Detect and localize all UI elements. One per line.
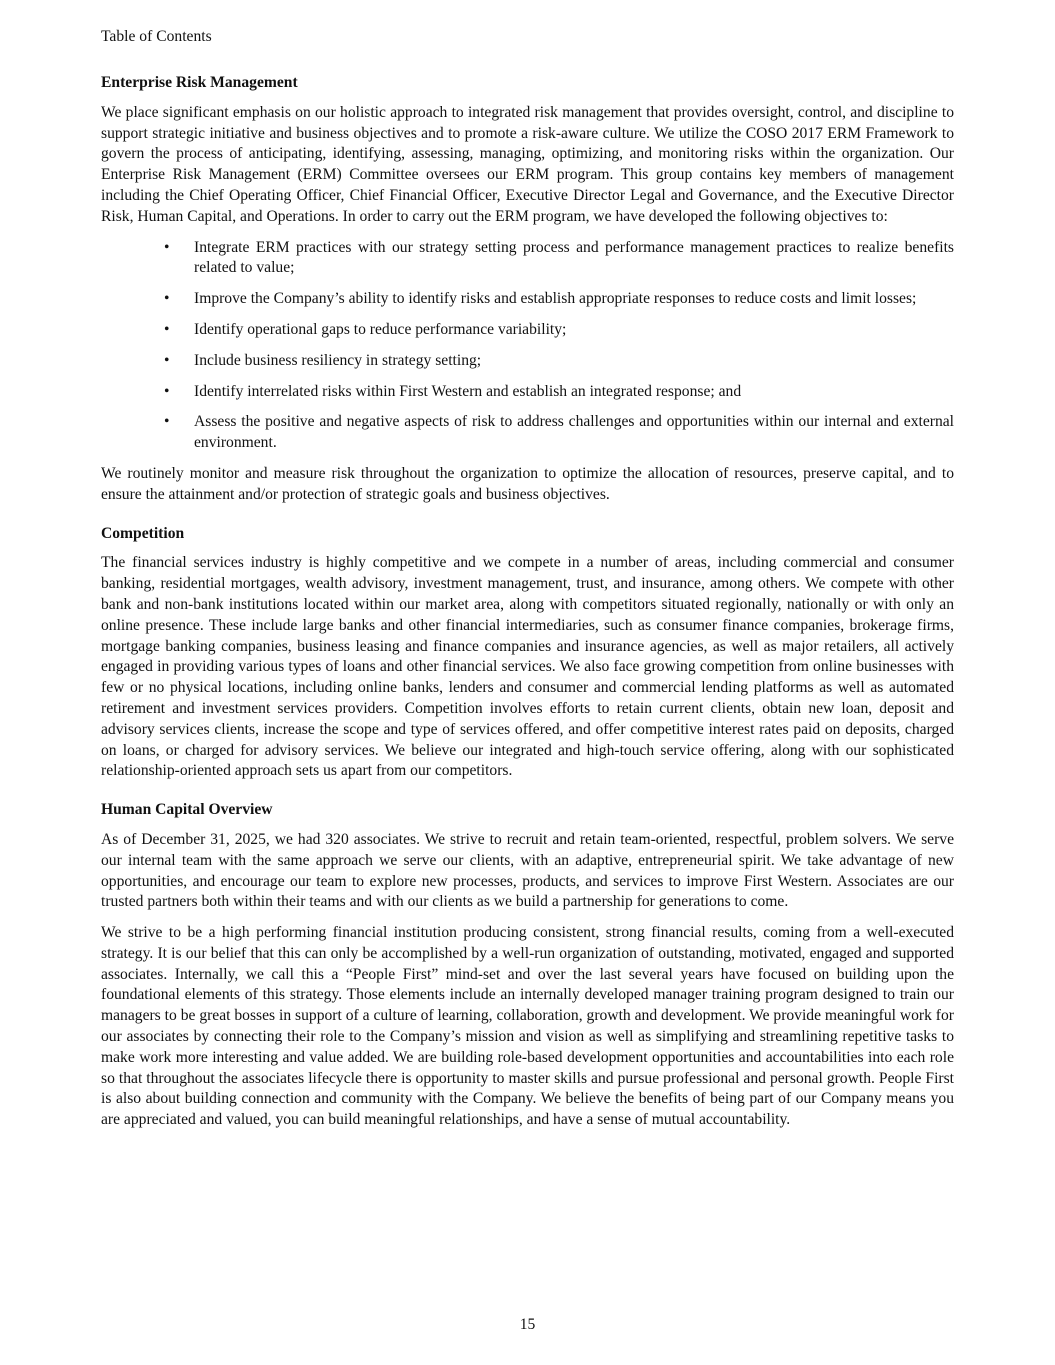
section-spacer [101, 792, 954, 800]
section-enterprise-risk-management [101, 73, 954, 506]
erm-intro-paragraph: We place significant emphasis on our holistic approach to integrated risk management that provides oversight, control, and discipline to support strategic initiative and business objectives and to promote a risk-aware culture. We utilize the COSO 2017 ERM Framework to govern the process of anticipating, identifying, assessing, managing, optimizing, and monitoring risks within the organization. Our Enterprise Risk Management (ERM) Committee oversees our ERM program. This group contains key members of management including the Chief Operating Officer, Chief Financial Officer, Executive Director Legal and Governance, and the Executive Director Risk, Human Capital, and Operations. In order to carry out the ERM program, we have developed the following objectives to: [101, 103, 954, 225]
table-of-contents-link[interactable]: Table of Contents [101, 28, 212, 45]
erm-closing-paragraph: We routinely monitor and measure risk throughout the organization to optimize the allocation of resources, preserve capital, and to ensure the attainment and/or protection of strategic goals and business objectives. [101, 464, 954, 503]
human-capital-paragraph-2: We strive to be a high performing financial institution producing consistent, strong financial results, coming from a well-executed strategy. It is our belief that this can only be accomplished by a well-run organization of outstanding, motivated, engaged and supported associates. Internally, we call this a “People First” mind-set and over the last several years have focused on building upon the foundational elements of this strategy. Those elements include an internally developed manager training program designed to train our managers to be great bosses in support of a culture of learning, collaboration, growth and development. We provide meaningful work for our associates by connecting their role to the Company’s mission and vision as well as simplifying and streamlining repetitive tasks to make work more interesting and value added. We are building role-based development opportunities and accountabilities into each role so that throughout the associates lifecycle there is opportunity to master skills and pursue professional and personal growth. People First is also about building connection and community with the Company. We believe the benefits of being part of our Company means you are appreciated and valued, you can build meaningful relationships, and have a sense of mutual accountability. [101, 924, 954, 1129]
bullet-icon: • [164, 320, 170, 338]
section-spacer [101, 516, 954, 524]
list-item-text: Improve the Company’s ability to identify risks and establish appropriate responses to reduce costs and limit losses; [194, 290, 917, 308]
human-capital-paragraph-1: As of December 31, 2025, we had 320 associates. We strive to recruit and retain team-oriented, respectful, problem solvers. We serve our internal team with the same approach we serve our clients, with an adaptive, entrepreneurial spirit. We take advantage of new opportunities, and encourage our team to explore new processes, products, and services to improve First Western. Associates are our trusted partners both within their teams and with our clients as we build a partnership for generations to come. [101, 830, 954, 911]
bullet-icon: • [164, 382, 170, 400]
section-heading-erm: Enterprise Risk Management [101, 74, 298, 91]
list-item [101, 351, 954, 372]
page-number: 15 [519, 1316, 536, 1333]
bullet-icon: • [164, 290, 170, 308]
section-heading-human-capital: Human Capital Overview [101, 801, 273, 819]
section-human-capital-overview [101, 800, 954, 1131]
list-item [101, 238, 954, 280]
list-item-text: Assess the positive and negative aspects of risk to address challenges and opportunities within our internal and external environment. [194, 413, 954, 452]
bullet-icon: • [164, 238, 170, 256]
list-item-text: Include business resiliency in strategy setting; [194, 351, 482, 369]
section-heading-competition: Competition [101, 524, 185, 542]
list-item [101, 320, 954, 341]
bullet-icon: • [164, 351, 170, 369]
list-item-text: Identify interrelated risks within First Western and establish an integrated response; and [194, 382, 742, 400]
list-item [101, 412, 954, 454]
list-item [101, 382, 954, 403]
list-item [101, 289, 954, 310]
page-content [101, 73, 954, 1141]
list-item-text: Integrate ERM practices with our strategy setting process and performance management practices to realize benefits related to value; [194, 238, 954, 277]
list-item-text: Identify operational gaps to reduce performance variability; [194, 320, 567, 338]
section-competition [101, 524, 954, 783]
competition-paragraph: The financial services industry is highly competitive and we compete in a number of areas, including commercial and consumer banking, residential mortgages, wealth advisory, investment management, trust, and insurance, among others. We compete with other bank and non-bank institutions located within our market area, along with competitors situated regionally, nationally or with only an online presence. These include large banks and other financial intermediaries, such as consumer finance companies, brokerage firms, mortgage banking companies, business leasing and finance companies and insurance agencies, as well as major retailers, all actively engaged in providing various types of loans and other financial services. We also face growing competition from online businesses with few or no physical locations, including online banks, lenders and consumer and commercial lending platforms as well as automated retirement and investment services providers. Competition involves efforts to retain current clients, obtain new loan, deposit and advisory services clients, increase the scope and type of services offered, and offer competitive interest rates paid on deposits, charged on loans, or charged for advisory services. We believe our integrated and high-touch service offering, along with our sophisticated relationship-oriented approach sets us apart from our competitors. [101, 554, 954, 780]
bullet-icon: • [164, 413, 170, 431]
erm-objectives-list [101, 238, 954, 454]
